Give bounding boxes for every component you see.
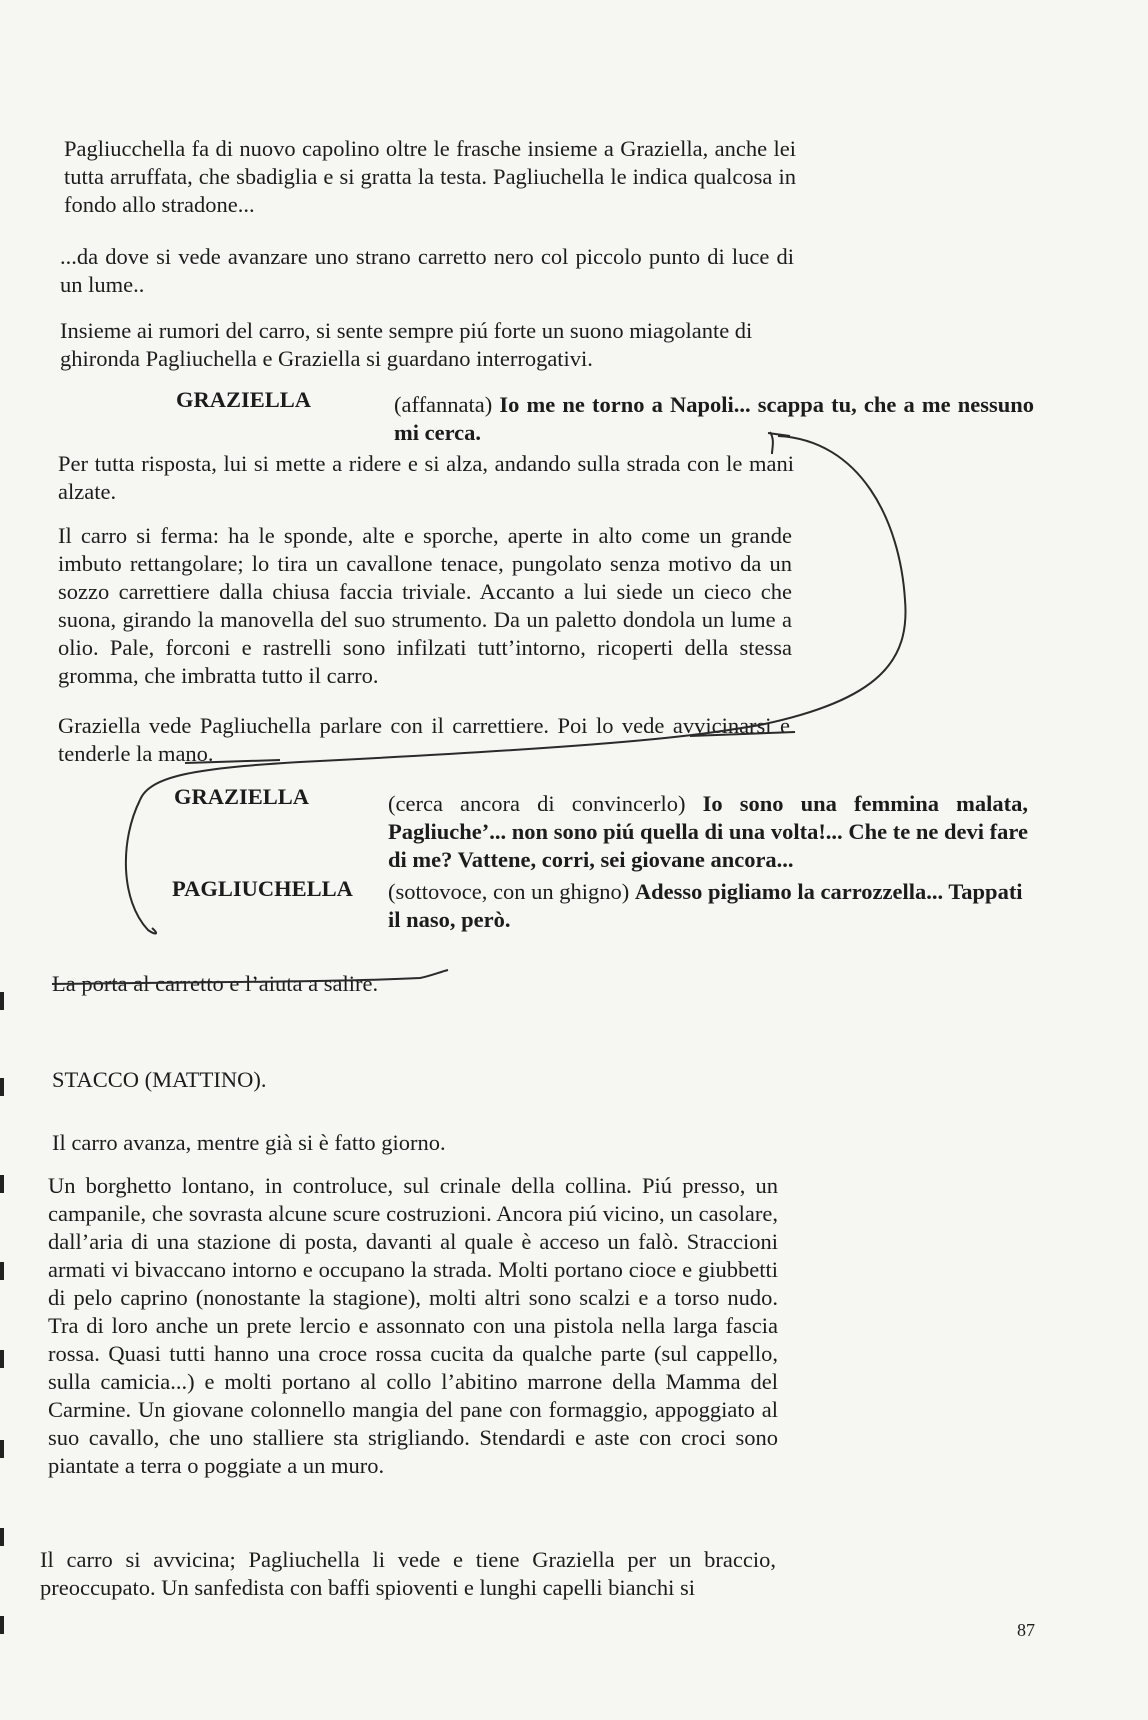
paragraph: Graziella vede Pagliuchella parlare con il carrettiere. Poi lo vede avvicinarsi e tenderle la mano. [58, 713, 790, 766]
paragraph: Un borghetto lontano, in controluce, sul crinale della collina. Piú presso, un campanile, che sovrasta alcune scure costruzioni. Ancora piú vicino, un casolare, dall’aria di una stazione di posta, davanti al quale è acceso un falò. Straccioni armati vi bivaccano intorno e occupano la strada. Molti portano cioce e giubbetti di pelo caprino (nonostante la stagione), molti altri sono scalzi e a torso nudo. Tra di loro anche un prete lercio e assonnato con una pistola nella larga fascia rossa. Quasi tutti hanno una croce rossa cucita da qualche parte (sul cappello, sulla camicia...) e molti portano al collo l’abitino marrone della Mamma del Carmine. Un giovane colonnello mangia del pane con formaggio, appoggiato al suo cavallo, che uno stalliere sta strigliando. Stendardi e aste con croci sono piantate a terra o poggiate a un muro. [48, 1173, 778, 1478]
paragraph: Il carro si ferma: ha le sponde, alte e sporche, aperte in alto come un grande imbuto rettangolare; lo tira un cavallone tenace, pungolato senza motivo da un sozzo carrettiere dalla chiusa faccia triviale. Accanto a lui siede un cieco che suona, girando la manovella del suo strumento. Da un paletto dondola un lume a olio. Pale, forconi e rastrelli sono infilzati tutt’intorno, ricoperti della stessa gromma, che imbratta tutto il carro. [58, 523, 792, 688]
stage-direction: (cerca ancora di convincerlo) [388, 791, 703, 816]
pen-strike-line [52, 970, 448, 984]
dialogue-speaker: GRAZIELLA [174, 784, 310, 809]
stage-direction: (sottovoce, con un ghigno) [388, 879, 635, 904]
pen-strike-tenderle [185, 760, 280, 763]
dialogue-text: Io me ne torno a Napoli... scappa tu, che a me nessuno mi cerca. [394, 392, 1034, 445]
dialogue-text: Adesso pigliamo la carrozzella... Tappati il naso, però. [388, 879, 1023, 932]
page-number: 87 [1017, 1620, 1035, 1640]
dialogue-text: Io sono una femmina malata, Pagliuche’... non sono piú quella di una volta!... Che te ne devi fare di me? Vattene, corri, sei giovane ancora... [388, 791, 1028, 872]
paragraph: ...da dove si vede avanzare uno strano carretto nero col piccolo punto di luce di un lume.. [60, 244, 794, 297]
paragraph: Per tutta risposta, lui si mette a ridere e si alza, andando sulla strada con le mani alzate. [58, 451, 794, 504]
paragraph: Pagliucchella fa di nuovo capolino oltre le frasche insieme a Graziella, anche lei tutta arruffata, che sbadiglia e si gratta la testa. Pagliuchella le indica qualcosa in fondo allo stradone... [64, 136, 796, 217]
dialogue-speaker: PAGLIUCHELLA [172, 876, 353, 901]
dialogue-speaker: GRAZIELLA [176, 387, 312, 412]
pen-curve-left [126, 800, 156, 934]
paragraph: Il carro si avvicina; Pagliuchella li vede e tiene Graziella per un braccio, preoccupato. Un sanfedista con baffi spioventi e lunghi capelli bianchi si [40, 1547, 776, 1600]
paragraph: Il carro avanza, mentre già si è fatto giorno. [52, 1130, 446, 1155]
pen-curve-right [140, 436, 906, 800]
scene-heading: STACCO (MATTINO). [52, 1067, 267, 1092]
struck-paragraph: La porta al carretto e l’aiuta a salire. [52, 971, 379, 996]
paragraph: Insieme ai rumori del carro, si sente sempre piú forte un suono miagolante di ghironda Pagliuchella e Graziella si guardano interrogativi. [60, 318, 753, 371]
stage-direction: (affannata) [394, 392, 500, 417]
